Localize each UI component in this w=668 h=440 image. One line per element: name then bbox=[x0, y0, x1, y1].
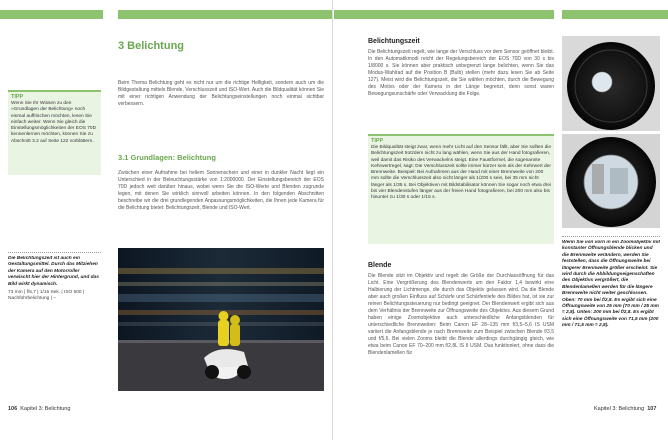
intro-paragraph: Beim Thema Belichtung geht es nicht nur um die richtige Helligkeit, sondern auch um die Bildgestaltung mittels Blende, Verschlusszeit und ISO-Wert. Auch die Bildqualität können Sie mit einer richtigen Anwendung der Belichtungseinstellungen noch einmal sichtbar verbessern. bbox=[118, 80, 324, 107]
green-header-bar bbox=[118, 10, 332, 19]
tip-text: Wenn Sie Ihr Wissen zu den »Grundlagen der Belichtung« noch einmal auffrischen möchten, lesen Sie einfach weiter. Wenn Sie gleich die Einstellungsmöglichkeiten der EOS 70D kennenlernen möchten, können Sie zu Abschnitt 3.2 auf Seite 122 vorblättern. bbox=[11, 101, 97, 144]
green-header-bar bbox=[562, 10, 668, 19]
chapter-title: 3 Belichtung bbox=[118, 40, 185, 52]
tip-box bbox=[368, 134, 554, 244]
caption-rule bbox=[8, 252, 101, 253]
section-paragraph: Zwischen einer Aufnahme bei hellem Sonnenschein und einer in dunkler Nacht liegt ein Unterschied in der Beleuchtungsstärke von 1:2000000. Der Einstellungsbereich der EOS 70D jedoch weit darüber hinaus, wobei wenn Sie die ISO-Werte und Blenden zugrunde legen, mit denen Sie wirklich sinnvoll arbeiten können. In den folgenden Abschnitten beschreibe wir die drei grundlegenden Anpassungsmöglichkeiten, die Ihnen jede Kamera für die Belichtung bietet: Belichtungszeit, Blende und ISO-Wert. bbox=[118, 170, 324, 211]
page-footer bbox=[594, 406, 656, 412]
aperture-paragraph: Die Blende sitzt im Objektiv und regelt die Größe der Durchlassöffnung für das Licht. Eine Vergrößerung des Blendenwerts um den Faktor 1,4 bewirkt eine Halbierung der Lichtmenge, die durch das Objektiv gelassen wird. Da die Blende aber auch großen Einfluss auf Schärfe und Schärfentiefe des Bildes hat, ist sie zur reinen Belichtungssteuerung nur bedingt geeignet. Der Blendenwert ergibt sich aus dem Verhältnis der Brennweite zur Öffnungsweite des Objektivs. Aus diesem Grund haben einige Zoomobjektive auch unterschiedliche Anfangsblenden für unterschiedliche Brennweiten: Beim Canon EF 28–135 mm f/3,5–5,6 IS USM variiert die Anfangsblende je nach Brennweite zum Beispiel zwischen Blende f/3,5 und f/5,6. Bei vielen Zooms bleibt die Blende allerdings durchgängig gleich, wie etwa beim Canon EF 70–200 mm f/2,8L IS II USM. Das funktioniert, ohne dass die Blendenlamellen für bbox=[368, 273, 554, 356]
lens-photo-bottom bbox=[562, 134, 660, 228]
shutter-heading: Belichtungszeit bbox=[368, 38, 420, 45]
page-number: 107 bbox=[647, 406, 657, 412]
green-header-bar bbox=[0, 10, 103, 19]
photo-caption bbox=[8, 256, 101, 328]
caption-rule bbox=[562, 236, 660, 237]
caption-meta: 73 mm | f/5,7 | 1/15 Sek. | ISO 500 | Nachführbelichtung | – bbox=[8, 290, 85, 302]
lens-photo-top bbox=[562, 36, 660, 131]
section-title: 3.1 Grundlagen: Belichtung bbox=[118, 153, 216, 162]
aperture-heading: Blende bbox=[368, 262, 392, 269]
running-footer: Kapitel 3: Belichtung bbox=[20, 406, 71, 412]
page-footer bbox=[8, 406, 70, 412]
shutter-paragraph: Die Belichtungszeit regelt, wie lange der Verschluss vor dem Sensor geöffnet bleibt. In den Automatikmodi reicht der Regelungsbereich der EOS 70D von 30 s bis 1/8000 s. Sie können aber praktisch unbegrenzt lange belichten, wenn Sie das Modus-Wahlrad auf die Position B (Bulb) stellen (mehr dazu lesen Sie ab Seite 127). Meist wird die Belichtungszeit, die Sie wählen möchten, durch die Bewegung des Motivs oder der Kamera in der Länge begrenzt, denn sonst waren Bewegungsunschärfe oder Verwacklung die Folge. bbox=[368, 49, 554, 97]
tip-label: TIPP bbox=[11, 94, 24, 100]
scooter-photo bbox=[118, 248, 324, 391]
left-page bbox=[0, 0, 333, 440]
tip-box bbox=[8, 90, 101, 175]
caption-text: Die Belichtungszeit ist auch ein Gestaltungsmittel. Durch das Mitziehen der Kamera auf den Motorroller verwischt hier der Hintergrund, und das Bild wirkt dynamisch. bbox=[8, 256, 99, 287]
lens-caption: Wenn Sie von vorn in ein Zoomobjektiv mit konstanter Öffnungsblende blicken und die Brennweite verändern, werden Sie feststellen, dass die Öffnungsweite bei längerer Brennweite größer erscheint. Sie wird durch die Abbildungseigenschaften des Objektivs vergrößert, die Blendenlamellen werden für die längere Brennweite nicht weiter geschlossen. Oben: 70 mm bei f/2,8. Es ergibt sich eine Öffnungsweite von 25 mm (70 mm / 25 mm ≈ 2,8). Unten: 200 mm bei f/2,8. Es ergibt sich eine Öffnungsweite von 71,5 mm (200 mm / 71,5 mm ≈ 2,8). bbox=[562, 240, 660, 329]
right-page bbox=[334, 0, 668, 440]
running-footer: Kapitel 3: Belichtung bbox=[594, 406, 645, 412]
tip-label: TIPP bbox=[371, 138, 384, 144]
green-header-bar bbox=[334, 10, 554, 19]
page-number: 106 bbox=[8, 406, 18, 412]
tip-text: Die Bildqualität steigt zwar, wenn mehr Licht auf den Sensor fällt, aber Sie sollten die Belichtungszeit trotzdem nicht zu lang wählen, wenn Sie aus der Hand fotografieren, weil damit das Risiko des Verwackelns steigt. Eine Faustformel, die sogenannte Kehrwertregel, sagt: Die Verschlusszeit sollte immer kürzer sein als der Kehrwert der Brennweite. Beispiel: Bei Aufnahmen aus der Hand mit einer Brennweite von 200 mm sollte die Verschlusszeit also nicht länger als 1/200 s sein, bei 35 mm nicht länger als 1/35 s. Bei Objektiven mit Bildstabilisator können Sie sogar noch etwa drei bis vier Blendenstufen länger aus der freien Hand fotografieren, bei 200 mm also bis hinunter zu 1/30 s oder 1/15 s. bbox=[371, 145, 551, 201]
